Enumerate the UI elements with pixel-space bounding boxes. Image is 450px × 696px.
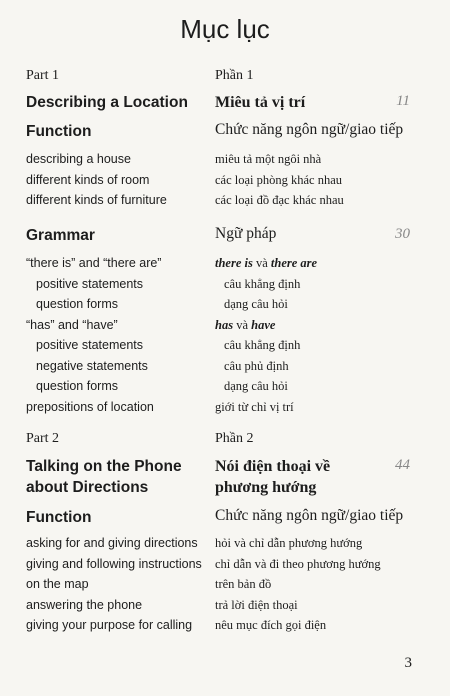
part2-title-vi: Nói điện thoại về phương hướng bbox=[215, 458, 331, 496]
list-item: dạng câu hỏi bbox=[224, 379, 288, 393]
list-item: different kinds of furniture bbox=[26, 193, 167, 207]
list-item: nêu mục đích gọi điện bbox=[215, 618, 327, 632]
list-item: different kinds of room bbox=[26, 172, 150, 187]
list-item: giới từ chỉ vị trí bbox=[215, 399, 294, 414]
page-number-footer: 3 bbox=[404, 655, 412, 671]
grammar-heading-en: Grammar bbox=[26, 227, 95, 244]
list-item: positive statements bbox=[36, 338, 143, 352]
part1-page-number: 11 bbox=[396, 93, 410, 109]
list-item: has và have bbox=[215, 317, 276, 332]
grammar-list-en bbox=[26, 253, 216, 417]
part2-page-number: 44 bbox=[395, 457, 410, 473]
part2-title-en: Talking on the Phone about Directions bbox=[26, 458, 182, 496]
list-item: positive statements bbox=[36, 276, 143, 291]
part2-function-heading-vi: Chức năng ngôn ngữ/giao tiếp bbox=[215, 507, 404, 524]
list-item: miêu tả một ngôi nhà bbox=[215, 152, 322, 166]
list-item: hỏi và chỉ dẫn phương hướng bbox=[215, 536, 363, 550]
part1-function-list-vi bbox=[215, 149, 420, 211]
list-item: các loại đồ đạc khác nhau bbox=[215, 193, 344, 207]
list-item: “has” and “have” bbox=[26, 317, 118, 332]
list-item: trả lời điện thoại bbox=[215, 597, 298, 612]
list-item: chỉ dẫn và đi theo phương hướng bbox=[215, 556, 381, 571]
grammar-list-vi bbox=[215, 253, 420, 417]
list-item: question forms bbox=[36, 297, 118, 311]
list-item: các loại phòng khác nhau bbox=[215, 172, 343, 187]
part1-label-en: Part 1 bbox=[26, 68, 60, 83]
list-item: asking for and giving directions bbox=[26, 536, 198, 550]
part1-function-heading-vi: Chức năng ngôn ngữ/giao tiếp bbox=[215, 121, 404, 138]
part1-function-list-en bbox=[26, 149, 216, 211]
list-item: answering the phone bbox=[26, 597, 143, 612]
list-item: trên bản đồ bbox=[215, 577, 272, 591]
part2-label-en: Part 2 bbox=[26, 431, 60, 446]
part1-function-heading-en: Function bbox=[26, 123, 92, 140]
list-item: câu khẳng định bbox=[224, 338, 301, 352]
list-item: câu khẳng định bbox=[224, 276, 301, 291]
part1-title-vi: Miêu tả vị trí bbox=[215, 94, 306, 111]
part2-function-list-en bbox=[26, 533, 221, 636]
list-item: there is và there are bbox=[215, 256, 318, 270]
grammar-page-number: 30 bbox=[395, 226, 410, 242]
part1-label-vi: Phần 1 bbox=[215, 68, 254, 83]
list-item: giving and following instructions bbox=[26, 556, 202, 571]
part2-label-vi: Phần 2 bbox=[215, 431, 254, 446]
list-item: negative statements bbox=[36, 358, 148, 373]
list-item: prepositions of location bbox=[26, 399, 154, 414]
list-item: describing a house bbox=[26, 152, 131, 166]
list-item: dạng câu hỏi bbox=[224, 297, 288, 311]
list-item: question forms bbox=[36, 379, 118, 393]
part2-function-heading-en: Function bbox=[26, 509, 92, 526]
page-title: Mục lục bbox=[180, 14, 270, 44]
part2-function-list-vi bbox=[215, 533, 420, 636]
part1-title-en: Describing a Location bbox=[26, 94, 188, 111]
list-item: “there is” and “there are” bbox=[26, 256, 162, 270]
grammar-heading-vi: Ngữ pháp bbox=[215, 225, 277, 242]
list-item: câu phủ định bbox=[224, 358, 289, 373]
list-item: on the map bbox=[26, 577, 89, 591]
list-item: giving your purpose for calling bbox=[26, 618, 193, 632]
